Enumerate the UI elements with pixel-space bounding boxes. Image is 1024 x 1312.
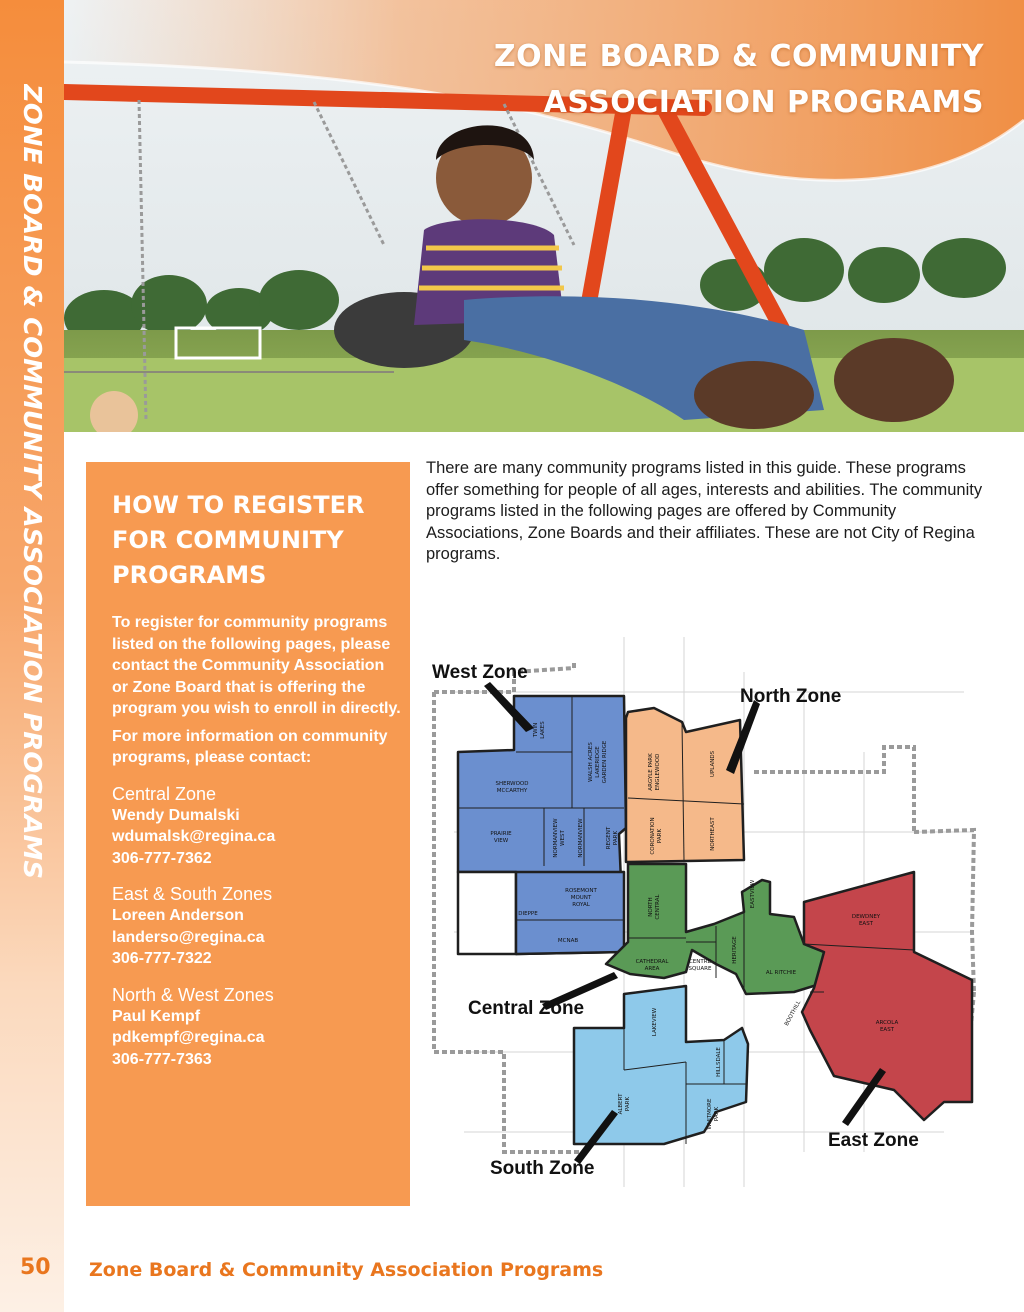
map-label-uplands: UPLANDS xyxy=(710,750,716,778)
map-label-walsh-acres-1: WALSH ACRES xyxy=(588,742,594,782)
map-label-argyle-2: ENGLEWOOD xyxy=(655,753,661,791)
contact-phone: 306-777-7363 xyxy=(112,1050,212,1068)
map-label-walsh-acres-2: LAKERIDGE xyxy=(595,746,601,778)
map-label-twin-lakes-1: TWIN xyxy=(533,722,539,738)
map-label-sherwood-2: MCCARTHY xyxy=(496,788,528,794)
map-label-arcola-1: ARCOLA xyxy=(875,1020,899,1026)
register-more-info: For more information on community programs, please contact: xyxy=(112,727,388,766)
map-label-sherwood-1: SHERWOOD xyxy=(495,781,529,787)
page-number: 50 xyxy=(20,1255,51,1280)
side-banner-label: ZONE BOARD & COMMUNITY ASSOCIATION PROGRAMS xyxy=(18,84,47,852)
map-label-rosemont-3: ROYAL xyxy=(572,902,590,908)
map-label-normanview-west-1: NORMANVIEW xyxy=(553,818,559,858)
map-label-normanview: NORMANVIEW xyxy=(578,818,584,858)
map-label-al-ritchie: AL RITCHIE xyxy=(765,970,797,976)
map-label-north-central-2: CENTRAL xyxy=(655,894,661,920)
map-label-albert-1: ALBERT xyxy=(618,1093,624,1115)
contact-person: Wendy Dumalski xyxy=(112,806,240,824)
map-label-whitmore-1: WHITMORE xyxy=(707,1098,713,1130)
map-label-centre-2: SQUARE xyxy=(688,966,712,972)
contact-zone-name: North & West Zones xyxy=(112,984,274,1005)
map-label-regent-2: PARK xyxy=(613,830,619,846)
contact-phone: 306-777-7362 xyxy=(112,849,212,867)
map-label-northeast: NORTHEAST xyxy=(710,817,716,851)
map-label-lakeview: LAKEVIEW xyxy=(652,1007,658,1037)
side-banner-text xyxy=(12,84,52,884)
register-heading-line-3: PROGRAMS xyxy=(112,561,267,589)
map-label-west-zone: West Zone xyxy=(432,662,528,683)
map-label-rosemont-1: ROSEMONT xyxy=(565,888,597,894)
register-heading-line-1: HOW TO REGISTER xyxy=(112,491,365,519)
map-label-central-zone: Central Zone xyxy=(468,998,585,1019)
map-label-normanview-west-2: WEST xyxy=(560,830,566,846)
footer-title: Zone Board & Community Association Programs xyxy=(89,1259,604,1281)
map-label-twin-lakes-2: LAKES xyxy=(540,721,546,739)
map-label-regent-1: REGENT xyxy=(606,826,612,850)
contact-zone-name: East & South Zones xyxy=(112,884,273,904)
map-label-cathedral-2: AREA xyxy=(644,966,660,972)
map-label-argyle-1: ARGYLE PARK xyxy=(648,753,654,791)
contact-person: Paul Kempf xyxy=(112,1007,201,1025)
map-label-hillsdale: HILLSDALE xyxy=(716,1047,722,1077)
map-label-cathedral-1: CATHEDRAL xyxy=(635,959,669,965)
map-label-prairie-2: VIEW xyxy=(493,838,509,844)
map-label-east-zone: East Zone xyxy=(828,1130,919,1151)
page-title-line-2: ASSOCIATION PROGRAMS xyxy=(543,85,984,120)
contact-email[interactable]: pdkempf@regina.ca xyxy=(112,1029,265,1046)
map-label-rosemont-2: MOUNT xyxy=(570,895,592,901)
map-label-whitmore-2: PARK xyxy=(714,1106,720,1122)
register-heading xyxy=(112,488,402,593)
map-label-walsh-acres-3: GARDEN RIDGE xyxy=(602,740,608,784)
map-label-coronation-2: PARK xyxy=(657,828,663,844)
header-photo xyxy=(64,0,1024,432)
contact-east-south-zones xyxy=(112,883,402,970)
contact-phone: 306-777-7322 xyxy=(112,950,212,967)
map-label-south-zone: South Zone xyxy=(490,1158,595,1179)
intro-paragraph: There are many community programs listed in this guide. These programs offer something for people of all ages, interests and abilities. The community programs listed in the following pages are offered by Community Associations, Zone Boards and their affiliates. These are not City of Regina programs. xyxy=(426,459,983,563)
register-body xyxy=(112,612,402,1070)
map-label-north-zone: North Zone xyxy=(740,686,842,707)
register-instructions: To register for community programs listed on the following pages, please contact the Community Association or Zone Board that is offering the program you wish to enroll in directly. xyxy=(112,614,401,717)
contact-email[interactable]: landerso@regina.ca xyxy=(112,928,265,946)
map-label-north-central-1: NORTH xyxy=(648,897,654,917)
contact-central-zone xyxy=(112,783,402,870)
map-label-dewdney-2: EAST xyxy=(858,921,874,927)
map-label-coronation-1: CORONATION xyxy=(650,817,656,855)
contact-north-west-zones xyxy=(112,984,402,1071)
register-panel xyxy=(86,462,410,1206)
map-label-boothill: BOOTHILL xyxy=(783,999,803,1028)
map-label-eastview: EASTVIEW xyxy=(750,879,756,909)
map-label-prairie-1: PRAIRIE xyxy=(490,831,512,837)
map-label-mcnab: MCNAB xyxy=(557,938,579,944)
contact-person: Loreen Anderson xyxy=(112,907,244,924)
map-label-dieppe: DIEPPE xyxy=(518,911,538,917)
page-header xyxy=(494,34,984,126)
map-label-heritage: HERITAGE xyxy=(732,936,738,964)
map-label-arcola-2: EAST xyxy=(879,1027,895,1033)
page-title-line-1: ZONE BOARD & COMMUNITY xyxy=(493,39,984,74)
register-heading-line-2: FOR COMMUNITY xyxy=(112,526,344,554)
map-label-albert-2: PARK xyxy=(625,1096,631,1112)
contact-zone-name: Central Zone xyxy=(112,783,217,804)
map-label-centre-1: CENTRE xyxy=(688,959,712,965)
zone-map xyxy=(424,632,984,1192)
map-label-dewdney-1: DEWDNEY xyxy=(851,914,881,920)
contact-email[interactable]: wdumalsk@regina.ca xyxy=(112,828,276,845)
